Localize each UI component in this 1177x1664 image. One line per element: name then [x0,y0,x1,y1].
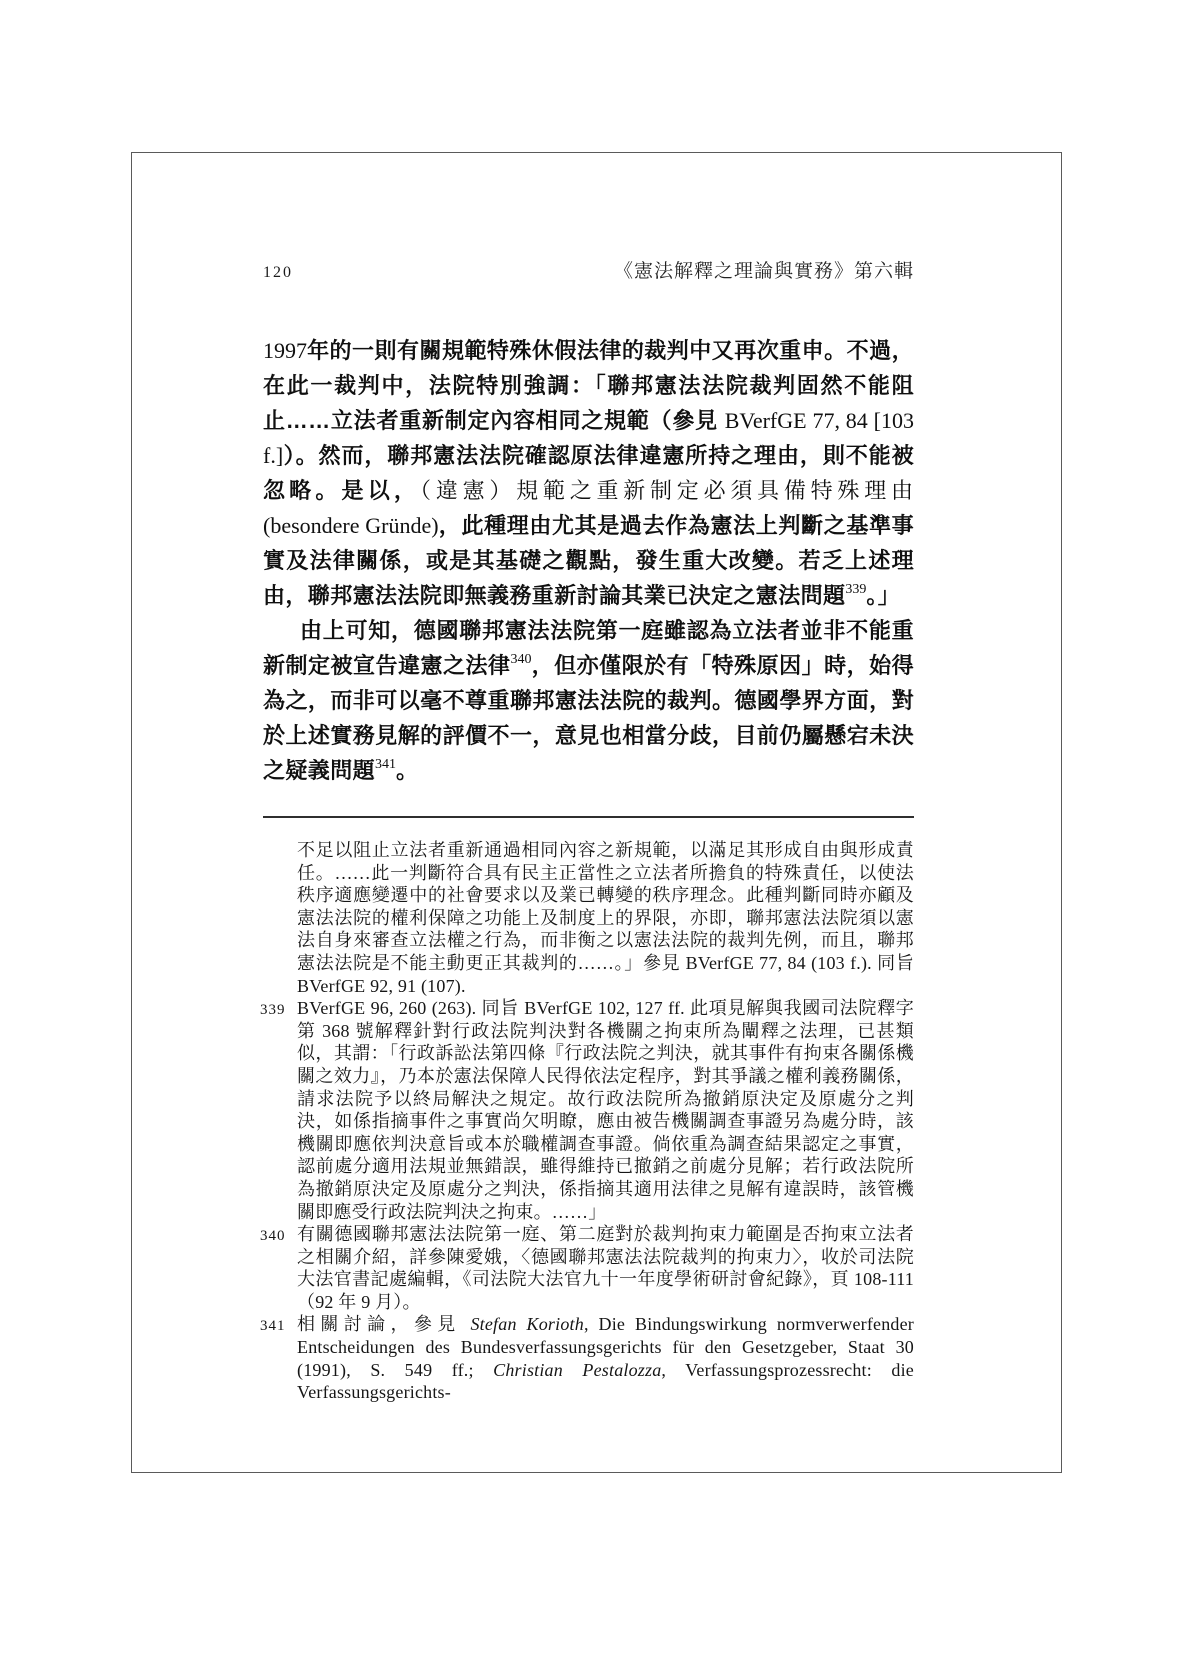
body-paragraph [263,333,914,613]
footnote-number: 340 [260,1228,286,1245]
footnote-separator [263,816,914,818]
text-segment: 。 [396,758,419,783]
body-text [263,333,914,788]
text-segment: 有關德國聯邦憲法法院第一庭、第二庭對於裁判拘束力範圍是否拘束立法者之相關介紹，詳參陳愛娥，〈德國聯邦憲法法院裁判的拘束力〉，收於司法院大法官書記處編輯，《司法院大法官九十一年度學術研討會紀錄》，頁 108-111（92 年 9 月）。 [297,1224,914,1312]
footnote-item [260,997,914,1223]
text-segment: BVerfGE 77, 84 [103 f.] [263,408,914,468]
page-number: 120 [263,264,293,281]
footnote-ref: 340 [510,651,532,667]
footnote-ref: 341 [375,756,397,772]
text-segment: 。」 [866,583,901,608]
text-segment: , Verfassungsprozessrecht: die Verfassungsgerichts- [297,1359,914,1403]
footnote-ref: 339 [845,581,867,597]
text-segment: 由上可知，德國聯邦憲法法院第一庭雖認為立法者並非不能重新制定被宣告違憲之法律 [263,618,914,678]
text-segment: （違憲）規範之重新制定必須具備特殊理由 [420,478,914,503]
body-paragraph [263,613,914,788]
text-segment: ）。然而，聯邦憲法法院確認原法律違憲所持之理由，則不能被忽略。是以， [263,443,914,503]
running-head-title: 《憲法解釋之理論與實務》第六輯 [613,261,914,282]
text-segment: 不足以阻止立法者重新通過相同內容之新規範，以滿足其形成自由與形成責任。……此一判斷符合具有民主正當性之立法者所擔負的特殊責任，以使法秩序適應變遷中的社會要求以及業已轉變的秩序理念。此種判斷同時亦顧及憲法法院的權利保障之功能上及制度上的界限，亦即，聯邦憲法法院須以憲法自身來審查立法權之行為，而非衡之以憲法法院的裁判先例，而且，聯邦憲法法院是不能主動更正其裁判的……。」參見 BVerfGE 77, 84 (103 f.). 同旨 BVerfGE 92, 91 (107). [297,840,914,996]
footnote-number: 341 [260,1318,286,1335]
text-segment: ，此種理由尤其是過去作為憲法上判斷之基準事實及法律關係，或是其基礎之觀點，發生重大改變。若乏上述理由，聯邦憲法法院即無義務重新討論其業已決定之憲法問題 [263,513,915,608]
footnote-item [260,1313,914,1403]
text-segment: 相關討論，參見 [297,1314,471,1335]
text-segment: Stefan Korioth [470,1314,584,1335]
page-header [263,256,914,283]
book-page [131,152,1062,1473]
text-segment: (besondere Gründe) [263,513,439,538]
footnote-number: 339 [260,1002,286,1019]
footnotes [260,839,914,1404]
text-segment: 1997 [263,338,307,363]
text-segment: ，但亦僅限於有「特殊原因」時，始得為之，而非可以毫不尊重聯邦憲法法院的裁判。德國學界方面，對於上述實務見解的評價不一，意見也相當分歧，目前仍屬懸宕未決之疑義問題 [263,653,914,783]
footnote-continuation [263,839,914,997]
footnote-item [260,1223,914,1313]
text-segment: Christian Pestalozza [493,1359,662,1380]
text-segment: 年的一則有關規範特殊休假法律的裁判中又再次重申。不過，在此一裁判中，法院特別強調：「聯邦憲法法院裁判固然不能阻止……立法者重新制定內容相同之規範（參見 [263,338,914,433]
text-segment: BVerfGE 96, 260 (263). 同旨 BVerfGE 102, 127 ff. 此項見解與我國司法院釋字第 368 號解釋針對行政法院判決對各機關之拘束所為闡釋之法理，已甚類似，其謂：「行政訴訟法第四條『行政法院之判決，就其事件有拘束各關係機關之效力』，乃本於憲法保障人民得依法定程序，對其爭議之權利義務關係，請求法院予以終局解決之規定。故行政法院所為撤銷原決定及原處分之判決，如係指摘事件之事實尚欠明瞭，應由被告機關調查事證另為處分時，該機關即應依判決意旨或本於職權調查事證。倘依重為調查結果認定之事實，認前處分適用法規並無錯誤，雖得維持已撤銷之前處分見解；若行政法院所為撤銷原決定及原處分之判決，係指摘其適用法律之見解有違誤時，該管機關即應受行政法院判決之拘束。……」 [297,998,914,1222]
text-segment: , Die Bindungswirkung normverwerfender Entscheidungen des Bundesverfassungsgerichts für den Gesetzgeber, Staat 30 (1991), S. 549 ff.; [297,1314,914,1380]
